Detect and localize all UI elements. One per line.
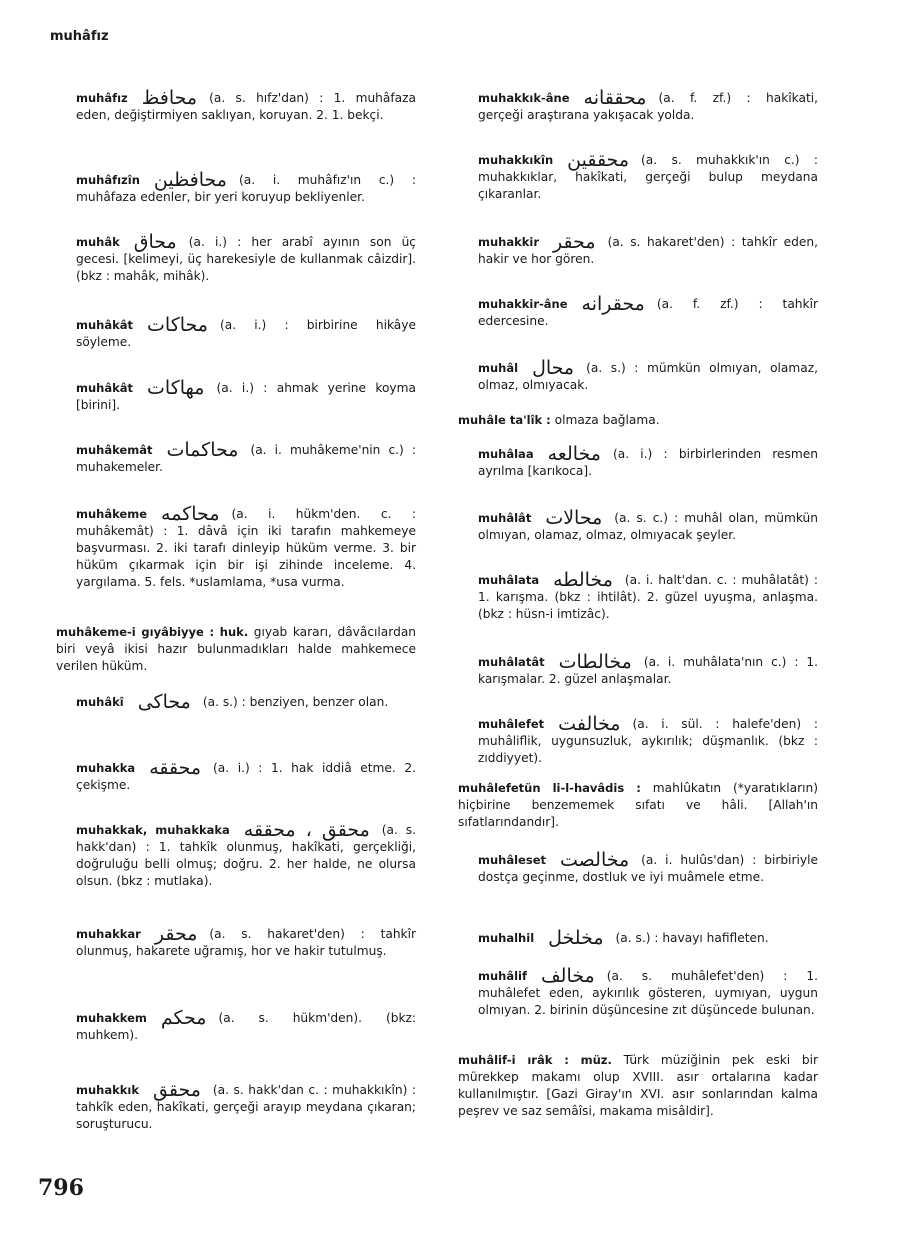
dictionary-entry (38, 314, 416, 351)
dictionary-entry (440, 87, 818, 124)
headword: muhâlatât (478, 655, 545, 669)
sub-entry (440, 780, 818, 831)
arabic-script: محقر (154, 923, 198, 945)
headword: muhâkeme (76, 507, 148, 521)
definition: (a. i.) : her arabî ayının son üç gecesi. [kelimeyi, üç harekesiyle de kullanmak câizdir]. (bkz : mahâk, mihâk). (76, 235, 416, 283)
dictionary-entry (38, 691, 416, 713)
definition: (a. s. hıfz'dan) : 1. muhâfaza eden, değiştirmiyen saklıyan, koruyan. 2. 1. bekçi. (76, 91, 416, 122)
arabic-script: مخالعه (547, 443, 601, 465)
definition: (a. s.) : benziyen, benzer olan. (202, 695, 389, 709)
dictionary-entry (38, 757, 416, 794)
arabic-script: مخالصت (560, 849, 630, 871)
arabic-script: محال (532, 357, 575, 379)
dictionary-entry (38, 87, 416, 124)
arabic-script: مخالطه (553, 569, 613, 591)
definition: (a. i. hükm'den. c. : muhâkemât) : 1. dâvâ için iki tarafın mahkemeye başvurması. 2. iki tarafı dinleyip hüküm verme. 3. bir hüküm çıkarmak için bir işi zihinde inceleme. 4. yargılama. 5. fels. *uslamlama, *usa vurma. (76, 507, 416, 589)
headword: muhâlefet (478, 717, 545, 731)
headword: muhâlât (478, 511, 532, 525)
arabic-script: محاكمات (166, 439, 239, 461)
arabic-script: محققه (149, 757, 202, 779)
definition: (a. s.) : havayı hafifleten. (615, 931, 769, 945)
dictionary-entry (440, 293, 818, 330)
sub-headword: muhâlif-i ırâk : müz. (458, 1053, 612, 1067)
arabic-script: محقق (153, 1079, 201, 1101)
definition: olmaza bağlama. (554, 413, 660, 427)
dictionary-entry (440, 849, 818, 886)
headword: muhakkar (76, 927, 141, 941)
definition: gıyab kararı, dâvâcılardan biri veyâ ikisi hazır bulunmadıkları halde mahkemece verilen hüküm. (56, 625, 417, 673)
definition: (a. s. muhakkık'ın c.) : muhakkıklar, hakîkati, gerçeği bulup meydana çıkaranlar. (478, 153, 818, 201)
sub-entry (440, 1052, 818, 1120)
sub-entry (38, 624, 416, 675)
arabic-script: محافظ (141, 87, 198, 109)
arabic-script: محققانه (583, 87, 647, 109)
dictionary-entry (38, 923, 416, 960)
sub-headword: muhâlefetün li-l-havâdis : (458, 781, 641, 795)
arabic-script: محقق ، محققه (243, 819, 370, 841)
sub-headword: muhâkeme-i gıyâbiyye : huk. (56, 625, 249, 639)
definition: (a. s. hakaret'den) : tahkîr eden, hakir ve hor gören. (478, 235, 818, 266)
dictionary-entry (38, 169, 416, 206)
headword: muhakkem (76, 1011, 147, 1025)
definition: (a. i.) : birbirlerinden resmen ayrılma [karıkoca]. (478, 447, 818, 478)
definition: (a. i. muhâfız'ın c.) : muhâfaza edenler, bir yeri koruyup bekliyenler. (76, 173, 416, 204)
dictionary-entry (440, 357, 818, 394)
dictionary-entry (440, 569, 818, 623)
definition: (a. i. halt'dan. c. : muhâlatât) : 1. karışma. (bkz : ihtilât). 2. güzel uyuşma, anlaşma. (bkz : hüsn-i imtizâc). (478, 573, 818, 621)
dictionary-entry (440, 231, 818, 268)
definition: (a. i. hulûs'dan) : birbiriyle dostça geçinme, dostluk ve iyi muâmele etme. (478, 853, 818, 884)
arabic-script: مخالطات (558, 651, 632, 673)
headword: muhâkemât (76, 443, 153, 457)
headword: muhâfız (76, 91, 128, 105)
arabic-script: محاكمه (161, 503, 220, 525)
arabic-script: مخلخل (548, 927, 604, 949)
arabic-script: محالات (545, 507, 603, 529)
arabic-script: مخالف (541, 965, 595, 987)
definition: (a. i.) : 1. hak iddiâ etme. 2. çekişme. (76, 761, 416, 792)
headword: muhakkıkîn (478, 153, 554, 167)
headword: muhakkık (76, 1083, 140, 1097)
headword: muhâlata (478, 573, 540, 587)
arabic-script: محافظين (153, 169, 227, 191)
dictionary-entry (38, 1007, 416, 1044)
arabic-script: محقرانه (581, 293, 645, 315)
dictionary-entry (440, 507, 818, 544)
headword: muhâlaa (478, 447, 534, 461)
headword: muhakkir-âne (478, 297, 568, 311)
headword: muhâlif (478, 969, 528, 983)
definition: Türk müziğinin pek eski bir mürekkep makamı olup XVIII. asır ortalarına kadar kullanılmıştır. [Gazi Giray'ın XVI. asır sonlarından kalma peşrev ve saz semâîsi, makama misâldir]. (458, 1053, 818, 1118)
dictionary-entry (440, 965, 818, 1019)
definition: mahlûkatın (*yaratıkların) hiçbirine benzememek sıfatı ve hâli. [Allah'ın sıfatlarındandır]. (458, 781, 819, 829)
definition: (a. s.) : mümkün olmıyan, olamaz, olmaz, olmıyacak. (478, 361, 818, 392)
dictionary-entry (38, 377, 416, 414)
arabic-script: محاكى (137, 691, 191, 713)
definition: (a. s. hakk'dan) : 1. tahkîk olunmuş, hakîkati, gerçekliği, doğruluğu belli olmuş; doğru. 2. her halde, ne olursa olsun. (bkz : mutlaka). (76, 823, 417, 888)
headword: muhakka (76, 761, 136, 775)
headword: muhâl (478, 361, 519, 375)
arabic-script: محقر (553, 231, 596, 253)
dictionary-entry (38, 1079, 416, 1133)
dictionary-entry (38, 819, 417, 890)
definition: (a. i.) : ahmak yerine koyma [birini]. (76, 381, 416, 412)
headword: muhâk (76, 235, 120, 249)
page-number: 796 (38, 1175, 84, 1201)
headword: muhâkât (76, 381, 134, 395)
headword: muhâkât (76, 318, 134, 332)
arabic-script: مهاكات (147, 377, 205, 399)
definition: (a. i. muhâlata'nın c.) : 1. karışmalar. 2. güzel anlaşmalar. (478, 655, 818, 686)
headword: muhakkak, muhakkaka (76, 823, 230, 837)
dictionary-entry (440, 149, 818, 203)
arabic-script: محاق (133, 231, 177, 253)
definition: (a. s. hakaret'den) : tahkîr olunmuş, hakarete uğramış, hor ve hakir tutulmuş. (76, 927, 416, 958)
definition: (a. f. zf.) : hakîkati, gerçeği araştırana yakışacak yolda. (478, 91, 818, 122)
dictionary-entry (440, 443, 818, 480)
definition: (a. s. c.) : muhâl olan, mümkün olmıyan, olamaz, olmaz, olmıyacak şeyler. (478, 511, 818, 542)
headword: muhalhil (478, 931, 535, 945)
definition: (a. i. muhâkeme'nin c.) : muhakemeler. (76, 443, 416, 474)
headword: muhâkî (76, 695, 124, 709)
sub-headword: muhâle ta'lîk : (458, 413, 551, 427)
running-head: muhâfız (50, 29, 109, 44)
definition: (a. i.) : birbirine hikâye söyleme. (76, 318, 416, 349)
definition: (a. s. muhâlefet'den) : 1. muhâlefet eden, aykırılık gösteren, uymıyan, uygun olmıyan. 2. birinin düşüncesine zıt düşüncede bulunan. (478, 969, 818, 1017)
dictionary-entry (440, 713, 818, 767)
definition: (a. i. sül. : halefe'den) : muhâliflik, uygunsuzluk, aykırılık; düşmanlık. (bkz : zıddiyyet). (478, 717, 818, 765)
definition: (a. s. hakk'dan c. : muhakkıkîn) : tahkîk eden, hakîkati, gerçeği arayıp meydana çıkaran; soruşturucu. (76, 1083, 416, 1131)
dictionary-entry (38, 231, 416, 285)
arabic-script: محققين (567, 149, 630, 171)
dictionary-entry (440, 927, 818, 949)
headword: muhakkık-âne (478, 91, 570, 105)
headword: muhâleset (478, 853, 547, 867)
definition: (a. s. hükm'den). (bkz: muhkem). (76, 1011, 416, 1042)
headword: muhâfızîn (76, 173, 140, 187)
arabic-script: محاكات (147, 314, 208, 336)
dictionary-entry (38, 503, 416, 591)
definition: (a. f. zf.) : tahkîr edercesine. (478, 297, 818, 328)
arabic-script: محكم (160, 1007, 207, 1029)
sub-entry (440, 412, 818, 429)
headword: muhakkir (478, 235, 540, 249)
arabic-script: مخالفت (558, 713, 621, 735)
dictionary-entry (38, 439, 416, 476)
dictionary-entry (440, 651, 818, 688)
